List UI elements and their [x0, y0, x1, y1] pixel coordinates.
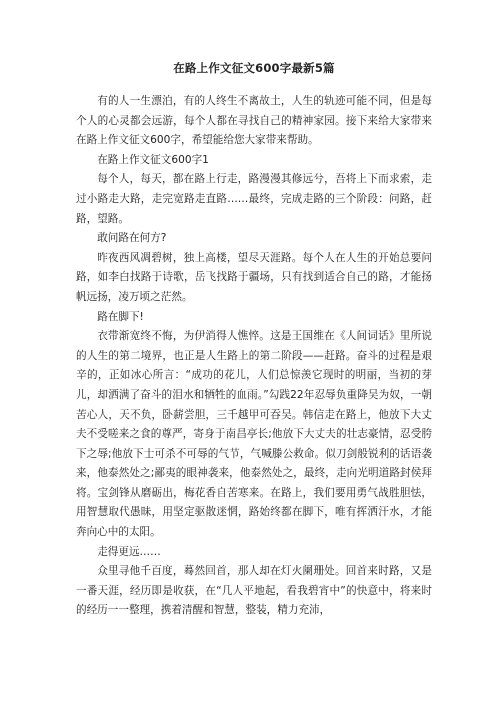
intro-paragraph: 有的人一生漂泊，有的人终生不离故土，人生的轨迹可能不同，但是每个人的心灵都会远游，每个人都在寻找自己的精神家园。接下来给大家带来在路上作文征文600字，希望能给您大家带来帮助。 — [76, 95, 432, 147]
body-paragraph: 每个人，每天，都在路上行走，路漫漫其修远兮，吾将上下而求索，走过小路走大路，走完宽路走直路……最终，完成走路的三个阶段：问路，赶路，望路。 — [76, 173, 432, 225]
body-paragraph: 众里寻他千百度，蓦然回首，那人却在灯火阑珊处。回首来时路，又是一番天涯，经历即是收获，在“几人平地起，看我碧宵中”的快意中，将来时的经历一一整理，携着清醒和智慧，整装，精力充沛， — [76, 565, 432, 617]
document-body — [76, 92, 432, 621]
subheading: 走得更远…… — [97, 545, 161, 558]
body-paragraph: 昨夜西风凋碧树，独上高楼，望尽天涯路。每个人在人生的开始总要问路，如李白找路于诗歌，岳飞找路于疆场，只有找到适合自己的路，才能扬帆远扬，凌万顷之茫然。 — [76, 251, 432, 303]
document-title: 在路上作文征文600字最新5篇 — [173, 61, 335, 75]
section-heading: 在路上作文征文600字1 — [97, 153, 209, 166]
body-paragraph: 衣带渐宽终不悔，为伊消得人憔悴。这是王国维在《人间词话》里所说的人生的第二境界，也正是人生路上的第二阶段——赶路。奋斗的过程是艰辛的，正如冰心所言：“成功的花儿，人们总惊羡它现时的明丽，当初的芽儿，却洒满了奋斗的泪水和牺牲的血雨。”勾践22年忍辱负重降吴为奴，一朝苦心人，天不负，卧薪尝胆，三千越甲可吞吴。韩信走在路上，他放下大丈夫不受嗟来之食的尊严，寄身于南昌亭长;他放下大丈夫的壮志豪情，忍受胯下之辱;他放下士可杀不可辱的气节，气喊滕公救命。似刀剑般锐利的话语袭来，他泰然处之;鄙夷的眼神袭来，他泰然处之，最终，走向光明道路封侯拜将。宝剑锋从磨砺出，梅花香自苦寒来。在路上，我们要用勇气战胜胆怯，用智慧取代愚昧，用坚定驱散迷惘，路始终都在脚下，唯有挥洒汗水，才能奔向心中的太阳。 — [76, 330, 432, 539]
subheading: 敢问路在何方? — [97, 232, 167, 245]
subheading: 路在脚下! — [97, 310, 144, 323]
